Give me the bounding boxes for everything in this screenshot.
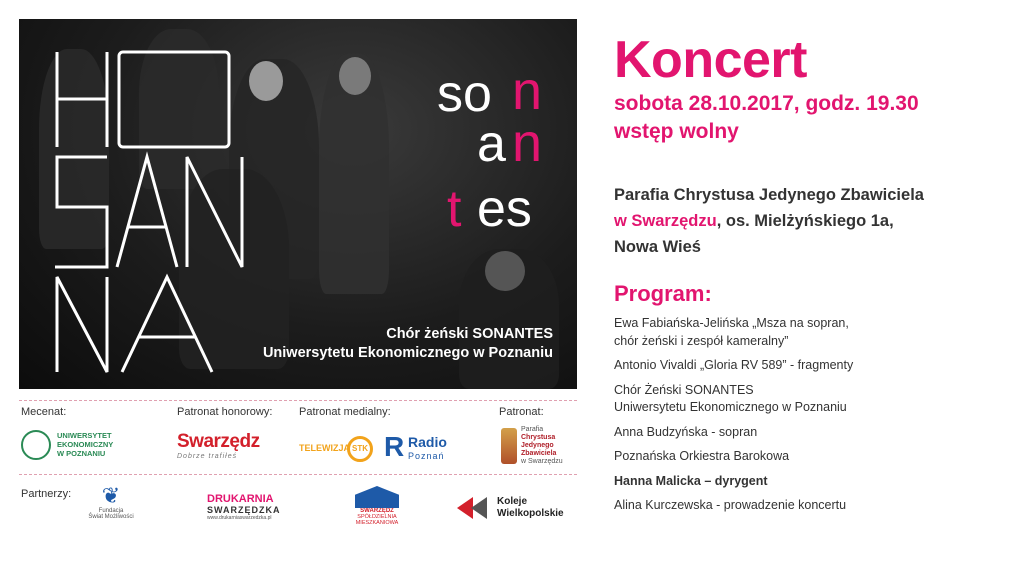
patronat-medialny-label: Patronat medialny: xyxy=(299,406,391,418)
program-item-line: Antonio Vivaldi „Gloria RV 589” - fragmenty xyxy=(614,358,854,372)
fundacja-icon: ❦ xyxy=(101,483,121,508)
radio-poznan-logo xyxy=(384,432,464,466)
venue-town: w Swarzędzu xyxy=(614,212,717,230)
venue-address xyxy=(614,182,1014,260)
telewizja-text: TELEWIZJA xyxy=(299,443,350,453)
parafia-cross-icon xyxy=(501,428,517,464)
program-item-line: Hanna Malicka – dyrygent xyxy=(614,473,768,488)
concert-entry: wstęp wolny xyxy=(614,120,739,143)
concert-date: sobota 28.10.2017, godz. 19.30 xyxy=(614,92,919,115)
ue-logo-line2: EKONOMICZNY xyxy=(57,440,114,449)
sonantes-es: es xyxy=(477,180,532,238)
program-item-line: Chór Żeński SONANTES xyxy=(614,382,754,397)
parafia-line1: Parafia xyxy=(521,426,544,433)
spoldzielnia-text: SPÓŁDZIELNIA MIESZKANIOWA xyxy=(355,514,399,526)
venue-line2 xyxy=(614,208,1014,234)
hero-subtitle xyxy=(263,325,553,363)
singer-head xyxy=(339,57,371,95)
program-item-line: Anna Budzyńska - sopran xyxy=(614,424,758,439)
telewizja-stk-logo xyxy=(299,436,381,464)
sonantes-wordmark xyxy=(437,61,567,241)
drukarnia-line1: DRUKARNIA xyxy=(207,493,274,505)
venue-line3: Nowa Wieś xyxy=(614,238,701,256)
drukarnia-line2: SWARZĘDZKA xyxy=(207,505,281,515)
sonantes-a: a xyxy=(477,115,506,173)
radio-sub: Poznań xyxy=(408,451,445,461)
parafia-line4: Zbawiciela xyxy=(521,450,557,457)
venue-street: , os. Mielżyńskiego 1a, xyxy=(716,212,894,230)
ue-logo-line1: UNIWERSYTET xyxy=(57,431,112,440)
venue-line1: Parafia Chrystusa Jedynego Zbawiciela xyxy=(614,186,924,204)
patronat-label: Patronat: xyxy=(499,406,544,418)
mecenat-label: Mecenat: xyxy=(21,406,67,418)
parafia-line2: Chrystusa xyxy=(521,434,556,441)
program-list xyxy=(614,315,1014,515)
radio-text: Radio xyxy=(408,434,447,450)
program-item-line: Poznańska Orkiestra Barokowa xyxy=(614,449,790,463)
sonantes-t: t xyxy=(447,180,462,238)
fundacja-line2: Świat Możliwości xyxy=(88,514,134,520)
partnerzy-label: Partnerzy: xyxy=(21,488,72,500)
swarzedz-logo-text: Swarzędz xyxy=(177,431,260,452)
swarzedz-tagline: Dobrze trafiłeś xyxy=(177,453,238,460)
swarzedz-logo xyxy=(177,431,277,460)
sonantes-n1: n xyxy=(512,61,543,121)
koleje-line2: Wielkopolskie xyxy=(497,508,564,519)
hosanna-wordmark xyxy=(47,47,257,377)
divider xyxy=(19,400,577,401)
program-item xyxy=(614,315,1014,350)
parafia-line3: Jedynego xyxy=(521,442,554,449)
concert-info xyxy=(614,30,1014,515)
program-heading: Program: xyxy=(614,281,712,306)
hero-subtitle-line2: Uniwersytetu Ekonomicznego w Poznaniu xyxy=(262,345,553,361)
drukarnia-url: www.drukarniaswarzedzka.pl xyxy=(207,515,272,521)
parafia-logo xyxy=(501,426,581,468)
program-item-line: Ewa Fabiańska-Jelińska „Msza na sopran, xyxy=(614,316,849,330)
program-item xyxy=(614,473,1014,491)
radio-r-icon: R xyxy=(384,431,405,462)
koleje-line1: Koleje xyxy=(497,496,528,507)
koleje-icon xyxy=(457,497,491,519)
conductor-head xyxy=(485,251,525,291)
hero-subtitle-line1: Chór żeński SONANTES xyxy=(386,326,553,342)
koleje-logo xyxy=(457,495,572,523)
sponsors-section xyxy=(19,398,577,558)
sonantes-n2: n xyxy=(512,113,543,173)
divider xyxy=(19,474,577,475)
stk-badge: STK xyxy=(347,436,373,462)
ue-emblem-icon xyxy=(21,430,51,460)
program-item xyxy=(614,448,1014,466)
program-item xyxy=(614,497,1014,515)
spoldzielnia-house-icon xyxy=(355,486,399,508)
program-item xyxy=(614,357,1014,375)
program-item xyxy=(614,382,1014,417)
fundacja-logo xyxy=(81,484,141,530)
patronat-honorowy-label: Patronat honorowy: xyxy=(177,406,273,418)
program-item-line: chór żeński i zespół kameralny” xyxy=(614,333,789,348)
parafia-line5: w Swarzędzu xyxy=(521,458,563,465)
program-item-line: Uniwersytetu Ekonomicznego w Poznaniu xyxy=(614,400,847,414)
program-item-line: Alina Kurczewska - prowadzenie koncertu xyxy=(614,498,847,512)
spoldzielnia-badge: SWARZĘDZ xyxy=(360,508,394,514)
hero-photo-panel xyxy=(19,19,577,389)
fundacja-line1: Fundacja xyxy=(98,508,124,514)
ue-logo-line3: W POZNANIU xyxy=(57,449,106,458)
spoldzielnia-logo xyxy=(337,486,417,528)
program-item xyxy=(614,424,1014,442)
concert-title: Koncert xyxy=(614,31,807,89)
sonantes-so: so xyxy=(437,65,492,123)
ue-poznan-logo xyxy=(21,428,151,468)
drukarnia-logo xyxy=(207,494,297,524)
